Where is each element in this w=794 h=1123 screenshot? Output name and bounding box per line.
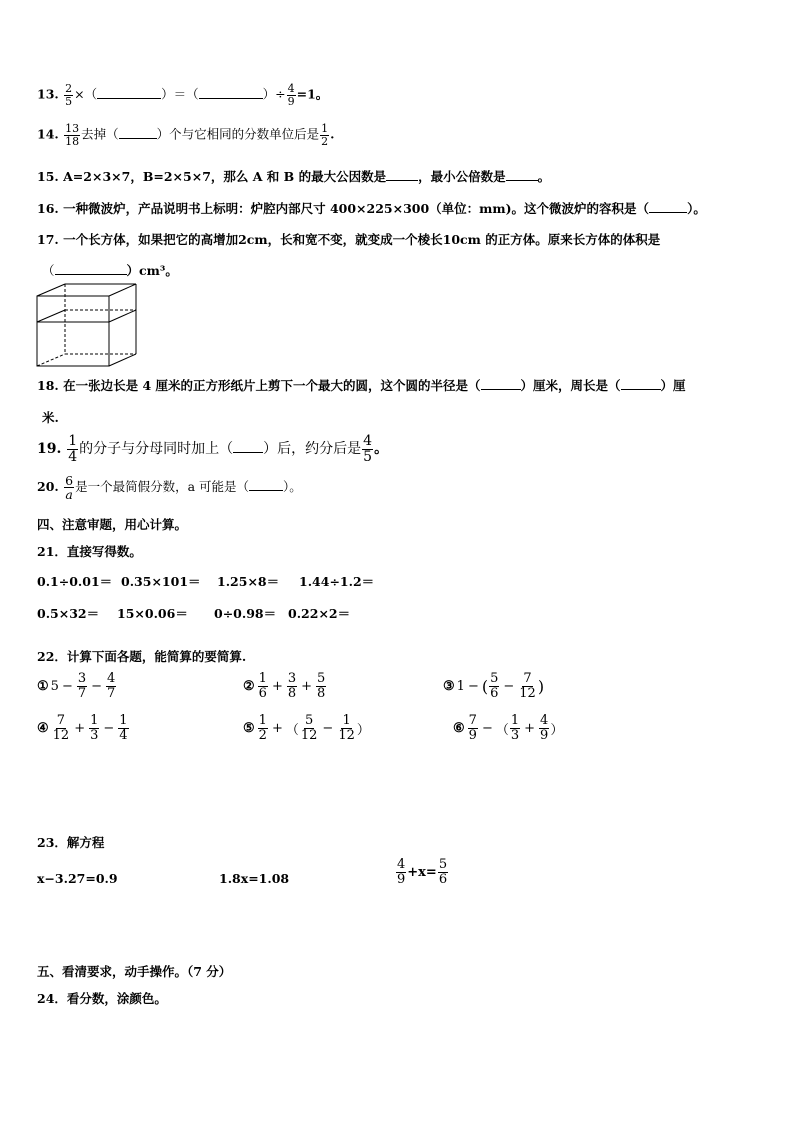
answer-blank[interactable] bbox=[621, 389, 661, 390]
fraction: $\frac{4}{5}$ bbox=[363, 433, 373, 465]
calc-item-5: ⑤ $\frac{1}{2}$ + （ $\frac{5}{12}$ − $\frac{1}{12}$ ） bbox=[243, 713, 370, 743]
calc-item-4: ④ $\frac{7}{12}$ + $\frac{1}{3}$ − $\frac{1}{4}$ bbox=[37, 713, 128, 743]
question-14: 14. $\frac{13}{18}$ 去掉（ ）个与它相同的分数单位后是 $\frac{1}{2}$ . bbox=[37, 122, 335, 148]
question-17-answer-line: （ ）cm³。 bbox=[42, 263, 178, 278]
section-4-heading: 四、注意审题，用心计算。 bbox=[37, 517, 188, 532]
question-22-title: 22．计算下面各题，能简算的要简算. bbox=[37, 649, 247, 664]
fraction: $\frac{13}{18}$ bbox=[65, 122, 80, 148]
fraction: $\frac{6}{a}$ bbox=[65, 473, 74, 503]
question-17: 17. 一个长方体，如果把它的高增加2cm，长和宽不变，就变成一个棱长10cm 的正方体。原来长方体的体积是 bbox=[37, 232, 661, 247]
answer-blank[interactable] bbox=[233, 452, 263, 453]
question-19: 19. $\frac{1}{4}$ 的分子与分母同时加上（ ）后，约分后是 $\frac{4}{5}$ 。 bbox=[37, 433, 389, 465]
answer-blank[interactable] bbox=[481, 389, 521, 390]
answer-blank[interactable] bbox=[506, 180, 538, 181]
fraction: $\frac{2}{5}$ bbox=[65, 82, 73, 108]
fraction: $\frac{4}{9}$ bbox=[287, 82, 295, 108]
mental-math-row-1: 0.1÷0.01＝ 0.35×101＝ 1.25×8＝ 1.44÷1.2＝ bbox=[37, 574, 375, 589]
fraction: $\frac{1}{2}$ bbox=[321, 122, 329, 148]
question-13: 13. $\frac{2}{5}$ ×（ ）＝（ ）÷ $\frac{4}{9}$ =1。 bbox=[37, 82, 329, 108]
equation-2: 1.8x=1.08 bbox=[219, 871, 290, 886]
equation-1: x−3.27=0.9 bbox=[37, 871, 118, 886]
answer-blank[interactable] bbox=[55, 274, 127, 275]
calc-item-6: ⑥ $\frac{7}{9}$ − （ $\frac{1}{3}$ + $\frac{4}{9}$ ） bbox=[453, 713, 564, 743]
question-20: 20. $\frac{6}{a}$ 是一个最简假分数，a 可能是（ ）。 bbox=[37, 473, 302, 503]
answer-blank[interactable] bbox=[97, 98, 161, 99]
answer-blank[interactable] bbox=[249, 490, 283, 491]
question-23-title: 23．解方程 bbox=[37, 835, 105, 850]
question-16: 16. 一种微波炉，产品说明书上标明：炉腔内部尺寸 400×225×300（单位：mm)。这个微波炉的容积是（ ）。 bbox=[37, 201, 706, 216]
section-5-heading: 五、看清要求，动手操作。（7 分） bbox=[37, 964, 232, 979]
question-18: 18. 在一张边长是 4 厘米的正方形纸片上剪下一个最大的圆，这个圆的半径是（ ）厘米，周长是（ ）厘 bbox=[37, 378, 686, 393]
answer-blank[interactable] bbox=[649, 212, 687, 213]
calc-item-3: ③ 1 − ( $\frac{5}{6}$ − $\frac{7}{12}$ ) bbox=[443, 671, 545, 701]
calc-item-1: ① 5 − $\frac{3}{7}$ − $\frac{4}{7}$ bbox=[37, 671, 116, 701]
answer-blank[interactable] bbox=[386, 180, 418, 181]
equation-3: $\frac{4}{9}$ +x= $\frac{5}{6}$ bbox=[397, 857, 448, 887]
answer-blank[interactable] bbox=[119, 138, 157, 139]
mental-math-row-2: 0.5×32＝ 15×0.06＝ 0÷0.98＝ 0.22×2＝ bbox=[37, 606, 351, 621]
question-21-title: 21．直接写得数。 bbox=[37, 544, 142, 559]
answer-blank[interactable] bbox=[199, 98, 263, 99]
question-24: 24．看分数，涂颜色。 bbox=[37, 991, 167, 1006]
question-18-continued: 米. bbox=[42, 410, 59, 425]
question-15: 15. A=2×3×7，B=2×5×7，那么 A 和 B 的最大公因数是 ，最小公倍数是 。 bbox=[37, 169, 551, 184]
fraction: $\frac{1}{4}$ bbox=[68, 433, 78, 465]
cuboid-figure bbox=[35, 282, 139, 368]
calc-item-2: ② $\frac{1}{6}$ + $\frac{3}{8}$ + $\frac{5}{8}$ bbox=[243, 671, 326, 701]
